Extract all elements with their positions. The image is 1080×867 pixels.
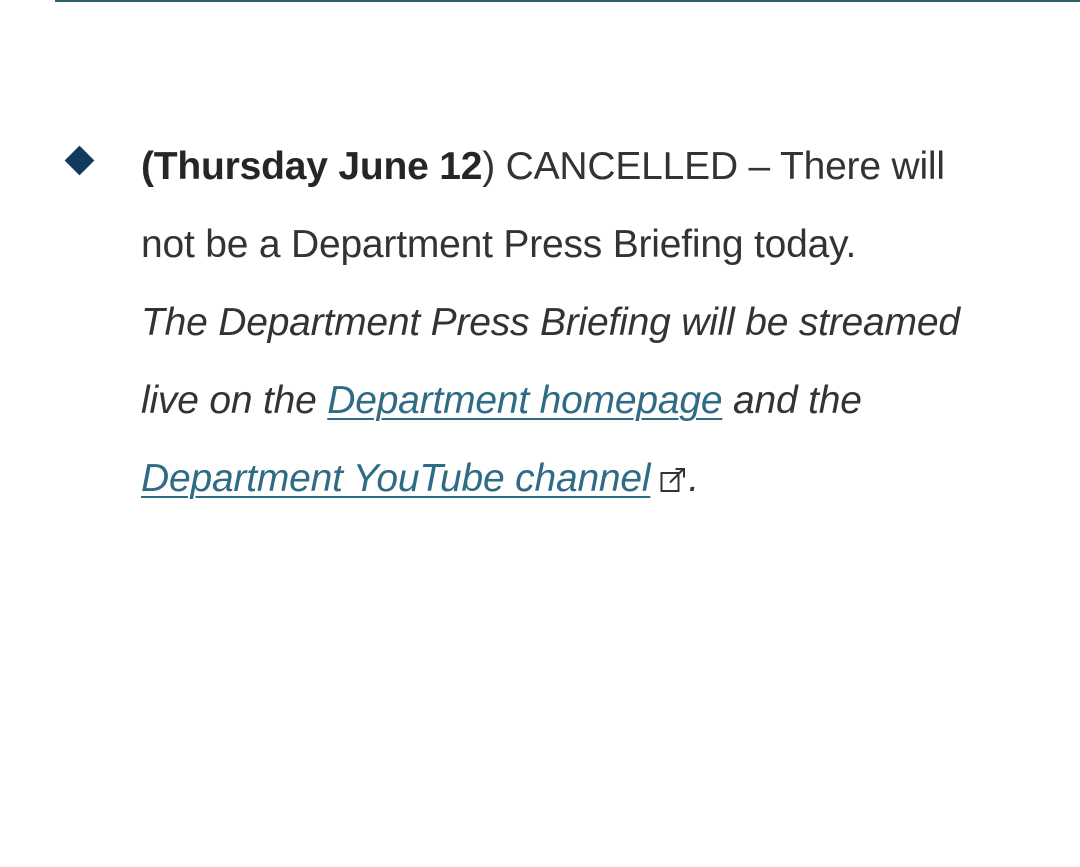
- list-item: [0, 128, 1080, 518]
- bullet-list: [0, 128, 1080, 518]
- horizontal-divider: [55, 0, 1080, 2]
- stream-note-middle: and the: [722, 379, 862, 422]
- list-item-body: [90, 128, 1080, 518]
- department-homepage-link[interactable]: Department homepage: [327, 379, 723, 422]
- briefing-cancellation-detail: ) CANCELLED – There will not be a Department Press Briefing today.: [141, 145, 945, 266]
- briefing-cancellation-text: [141, 128, 970, 284]
- stream-note-prefix: The Department Press Briefing will be streamed live on the: [141, 301, 960, 422]
- bullet-marker: [0, 128, 90, 171]
- department-youtube-channel-link[interactable]: Department YouTube channel: [141, 457, 651, 500]
- stream-note-end: .: [688, 457, 700, 500]
- briefing-date-label: (Thursday June 12: [141, 145, 483, 188]
- external-link-icon: [660, 467, 686, 493]
- briefing-stream-note: [141, 284, 970, 518]
